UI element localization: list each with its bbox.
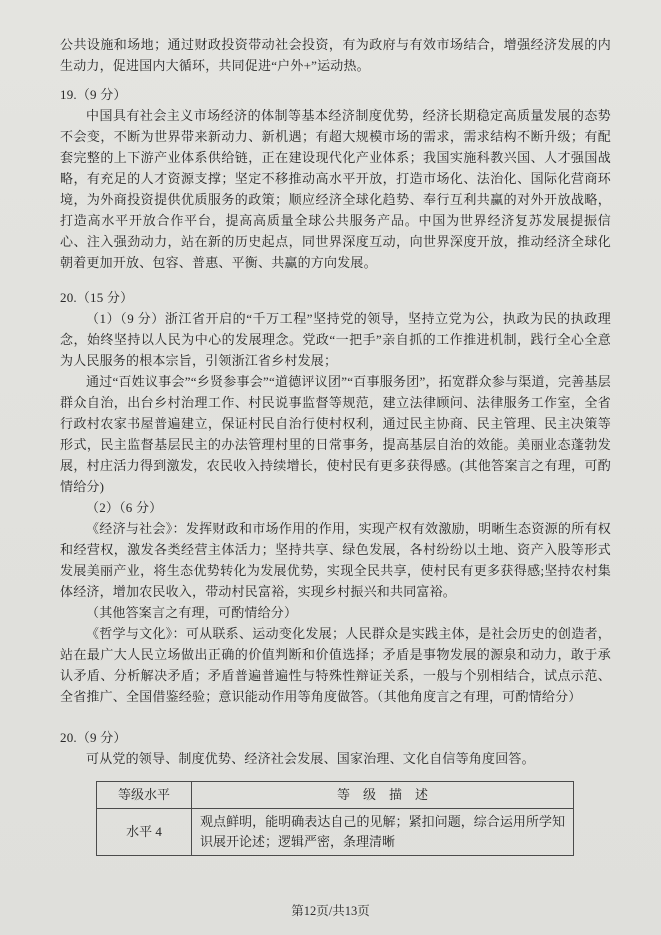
question-20-9-label: 20.（9 分）: [60, 730, 127, 745]
question-20-9-answer: 可从党的领导、制度优势、经济社会发展、国家治理、文化自信等角度回答。: [86, 751, 535, 766]
question-20-part2-label: （2）（6 分）: [86, 500, 163, 515]
question-20-part1b-answer: 通过“百姓议事会”“乡贤参事会”“道德评议团”“百事服务团”，拓宽群众参与渠道，完善基层群众自治，出台乡村治理工作、村民说事监督等规范，建立法律顾问、法律服务工作室，全省行政村农家书屋普遍建立，保证村民自治行使村权利，通过民主协商、民主管理、民主决策等形式，民主监督基层民主的办法管理村里的日常事务，提高基层自治的效能。美丽业态蓬勃发展，村庄活力得到激发，农民收入持续增长，使村民有更多获得感。(其他答案言之有理，可酌情给分): [60, 374, 611, 494]
intro-continuation-paragraph: 公共设施和场地；通过财政投资带动社会投资，有为政府与有效市场结合，增强经济发展的内生动力，促进国内大循环，共同促进“户外+”运动热。: [60, 37, 611, 73]
page-number-footer: 第12页/共13页: [291, 904, 370, 918]
table-header-level: 等级水平: [97, 782, 192, 809]
table-row: [97, 809, 574, 856]
question-19-label: 19.（9 分）: [60, 87, 127, 102]
question-20-part2-economics-answer: 《经济与社会》：发挥财政和市场作用的作用，实现产权有效激励，明晰生态资源的所有权和经营权，激发各类经营主体活力；坚持共享、绿色发展，各村纷纷以土地、资产入股等形式发展美丽产业，将生态优势转化为发展优势，实现全民共享，使村民有更多获得感;坚持农村集体经济，增加农民收入，带动村民富裕，实现乡村振兴和共同富裕。: [60, 521, 611, 599]
table-cell-level: 水平 4: [97, 809, 192, 856]
table-header-description: 等 级 描 述: [192, 782, 574, 809]
grading-rubric-table: [96, 781, 574, 856]
answer-sheet-content: [60, 34, 611, 856]
question-20-part2-note: （其他答案言之有理，可酌情给分）: [86, 605, 298, 620]
question-20-15-label: 20.（15 分）: [60, 290, 134, 305]
question-19-answer: 中国具有社会主义市场经济的体制等基本经济制度优势，经济长期稳定高质量发展的态势不会变，不断为世界带来新动力、新机遇；有超大规模市场的需求，需求结构不断升级；有配套完整的上下游产业体系供给链，正在建设现代化产业体系；我国实施科教兴国、人才强国战略，有充足的人才资源支撑；坚定不移推动高水平开放，打造市场化、法治化、国际化营商环境，为外商投资提供优质服务的政策；顺应经济全球化趋势、奉行互利共赢的对外开放战略，打造高水平开放合作平台，提高高质量全球公共服务产品。中国为世界经济复苏发展提振信心、注入强劲动力，站在新的历史起点，同世界深度互动，向世界深度开放，推动经济全球化朝着更加开放、包容、普惠、平衡、共赢的方向发展。: [60, 108, 611, 270]
table-header-row: [97, 782, 574, 809]
question-20-part1-answer: （1）（9 分）浙江省开启的“千万工程”坚持党的领导，坚持立党为公，执政为民的执政理念，始终坚持以人民为中心的发展理念。党政“一把手”亲自抓的工作推进机制，践行全心全意为人民服务的根本宗旨，引领浙江省乡村发展；: [60, 311, 611, 368]
table-cell-description: 观点鲜明，能明确表达自己的见解；紧扣问题，综合运用所学知识展开论述；逻辑严密，条理清晰: [192, 809, 574, 856]
question-20-part2-philosophy-answer: 《哲学与文化》：可从联系、运动变化发展；人民群众是实践主体，是社会历史的创造者，站在最广大人民立场做出正确的价值判断和价值选择；矛盾是事物发展的源泉和动力，敢于承认矛盾、分析解决矛盾；矛盾普遍普遍性与特殊性辩证关系，一般与个别相结合，试点示范、全省推广、全国借鉴经验；意识能动作用等角度做答。（其他角度言之有理，可酌情给分）: [60, 626, 611, 704]
